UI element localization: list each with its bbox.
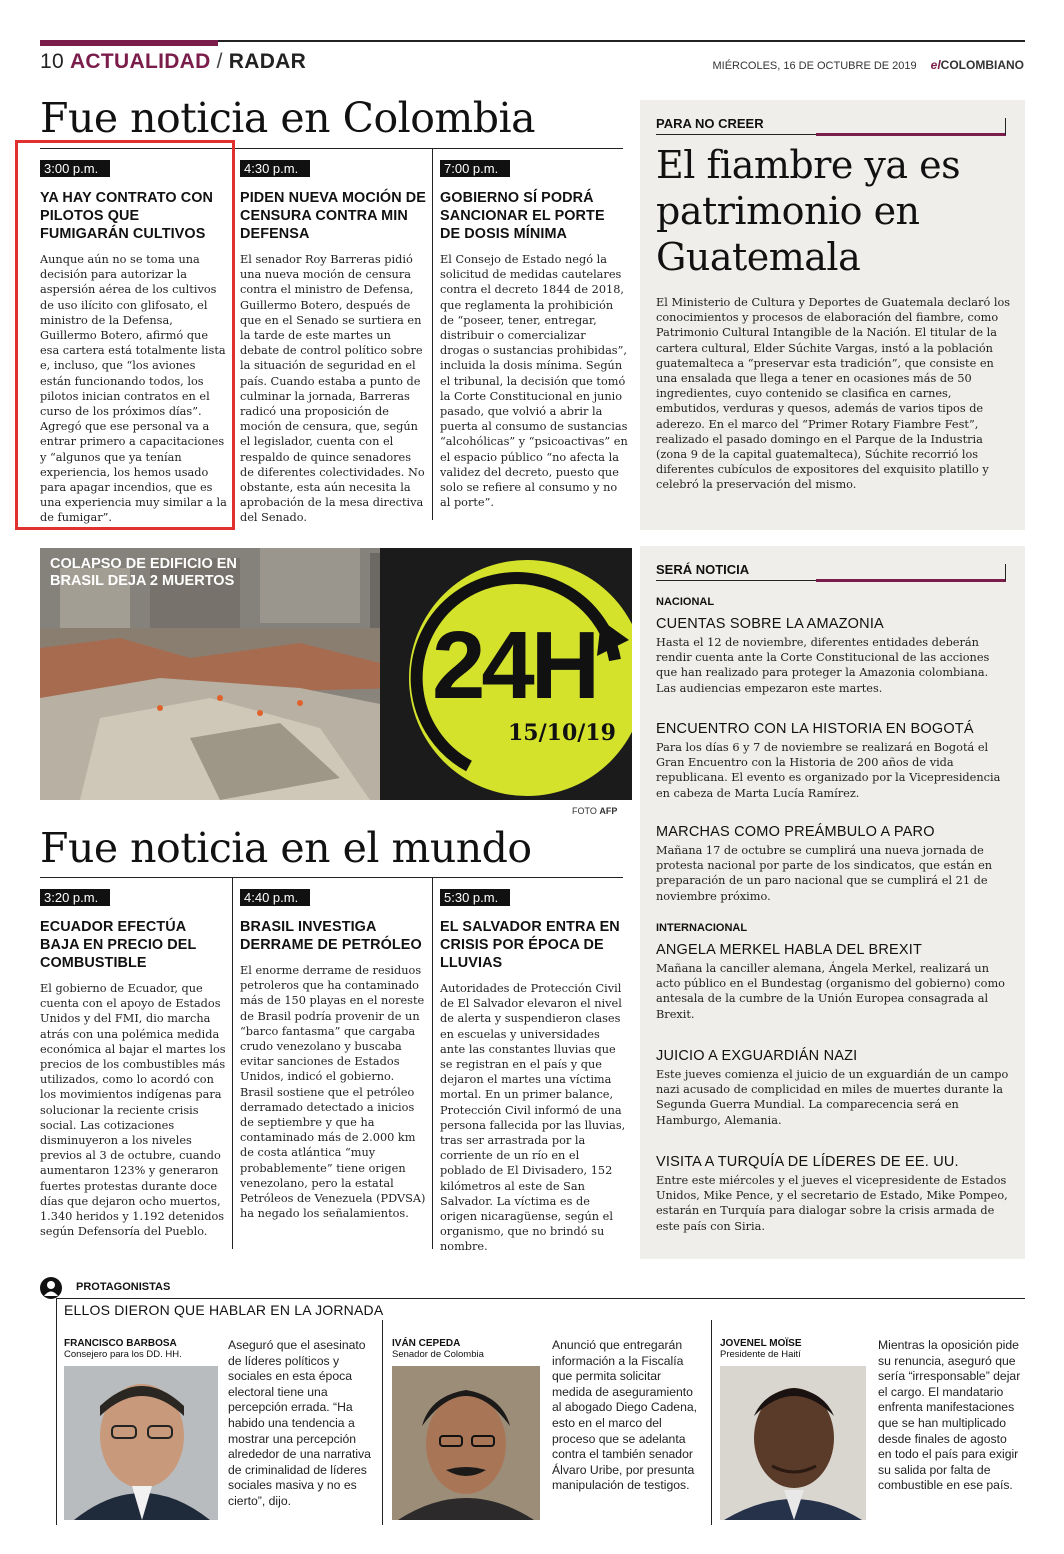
news-body: El gobierno de Ecuador, que cuenta con el apoyo de Estados Unidos y del FMI, dio marcha atrás con una polémica medida económica al bajar el martes los precios de los combustibles más utilizados, como lo acordó con los movimientos indígenas para solucionar la reciente crisis social. Las cotizaciones disminuyeron a los niveles previos al 3 de octubre, cuando aumentaron 123% y generaron fuertes protestas durante doce días que dejaron ocho muertos, 1.340 heridos y 1.192 detenidos según Defensoría del Pueblo. <box>40 982 226 1239</box>
time-badge: 5:30 p.m. <box>440 889 510 906</box>
protagonist-quote: Anunció que entregarán información a la Fiscalía que permita solicitar medida de aseguramiento al abogado Diego Cadena, esto en el marco del proceso que se adelanta contra el también senador Álvaro Uribe, por presunta manipulación de testigos. <box>552 1338 698 1493</box>
protagonistas-subtitle: ELLOS DIERON QUE HABLAR EN LA JORNADA <box>64 1302 384 1318</box>
protagonist-role: Consejero para los DD. HH. <box>64 1349 182 1360</box>
protagonistas-tick <box>56 1298 57 1320</box>
news-item-mundo-1 <box>40 887 228 1239</box>
news-headline: EL SALVADOR ENTRA EN CRISIS POR ÉPOCA DE LLUVIAS <box>440 919 620 971</box>
highlight-box <box>15 140 235 530</box>
page-number: 10 <box>40 50 64 73</box>
protagonist-3 <box>720 1338 880 1360</box>
photo-credit <box>572 806 617 816</box>
protagonist-name: IVÁN CEPEDA <box>392 1338 461 1349</box>
mundo-top-rule <box>40 877 623 878</box>
column-divider <box>711 1320 712 1525</box>
building-collapse-photo <box>40 548 632 800</box>
news-headline: ECUADOR EFECTÚA BAJA EN PRECIO DEL COMBUSTIBLE <box>40 919 197 971</box>
sera-noticia-headline: ENCUENTRO CON LA HISTORIA EN BOGOTÁ <box>656 721 974 737</box>
column-divider <box>232 877 233 1249</box>
protagonistas-kicker: PROTAGONISTAS <box>76 1281 171 1293</box>
mundo-section-title: Fue noticia en el mundo <box>40 824 532 872</box>
protagonist-name: JOVENEL MOÏSE <box>720 1338 802 1349</box>
subsection-name: RADAR <box>228 50 307 73</box>
kicker-accent <box>816 579 1006 582</box>
internacional-label: INTERNACIONAL <box>656 922 748 934</box>
brand-name: COLOMBIANO <box>940 58 1024 72</box>
protagonist-name: FRANCISCO BARBOSA <box>64 1338 177 1349</box>
sera-noticia-headline: CUENTAS SOBRE LA AMAZONIA <box>656 616 884 632</box>
kicker-accent <box>816 133 1006 136</box>
sera-noticia-headline: JUICIO A EXGUARDIÁN NAZI <box>656 1048 858 1064</box>
news-headline: YA HAY CONTRATO CON PILOTOS QUE FUMIGARÁN CULTIVOS <box>40 190 214 242</box>
sera-noticia-item <box>656 1154 1011 1234</box>
protagonist-photo <box>392 1366 540 1520</box>
para-no-creer-body: El Ministerio de Cultura y Deportes de Guatemala declaró los conocimientos y procesos de elaboración del fiambre, como Patrimonio Cultural Intangible de la Nación. El titular de la cartera cultural, Elder Súchite Vargas, instó a la población guatemalteca a “preservar esta tradición”, que consiste en una ensalada que llega a tener en ocasiones más de 50 ingredientes, cuyo contenido se clasifica en carnes, embutidos, verduras y quesos, además de varios tipos de aderezo. En el marco del “Primer Rotary Fiambre Fest”, realizado el pasado domingo en el Parque de la Industria (zona 9 de la capital guatemalteca), Súchite recorrió los diferentes cubículos de expositores del exquisito platillo y celebró la preservación del mismo. <box>656 296 1011 492</box>
protagonist-quote: Aseguró que el asesinato de líderes políticos y sociales en esta época electoral tiene una percepción errada. “Ha habido una tendencia a mostrar una percepción alrededor de una narrativa de criminalidad de líderes sociales masiva y no es cierto”, dijo. <box>228 1338 371 1508</box>
24h-badge-date: 15/10/19 <box>508 720 616 746</box>
protagonistas-rule <box>56 1298 1025 1299</box>
nacional-label: NACIONAL <box>656 596 715 608</box>
sera-noticia-item <box>656 942 1011 1022</box>
dateline <box>712 58 1024 72</box>
sera-noticia-body: Mañana 17 de octubre se cumplirá una nueva jornada de protesta nacional por parte de los sindicatos, que están en preparación de un paro nacional que se cumplirá el 21 de noviembre próximo. <box>656 844 993 903</box>
sera-noticia-body: Para los días 6 y 7 de noviembre se realizará en Bogotá el Gran Encuentro con la Historia de 200 años de vida republicana. El evento es organizado por la Vicepresidencia en cabeza de Marta Lucía Ramírez. <box>656 741 1001 800</box>
news-body: Aunque aún no se toma una decisión para autorizar la aspersión aérea de los cultivos de uso ilícito con glifosato, el ministro de la Defensa, Guillermo Botero, afirmó que esa cartera está totalmente lista e, incluso, que “los aviones están funcionando todos, los pilotos inician contratos en el curso de los próximos días”. Agregó que ese personal va a entrar primero a capacitaciones y “algunos que ya tenían experiencia, los hemos usado para apagar incendios, que es una experiencia muy similar a la de fumigar”. <box>40 253 227 525</box>
sera-noticia-body: Este jueves comienza el juicio de un exguardián de un campo nazi acusado de complicidad en miles de muertes durante la Segunda Guerra Mundial. La comparecencia será en Hamburgo, Alemania. <box>656 1068 1009 1127</box>
protagonist-role: Senador de Colombia <box>392 1349 484 1360</box>
time-badge: 3:00 p.m. <box>40 160 110 177</box>
sera-noticia-item <box>656 721 1011 801</box>
kicker-tick <box>1005 564 1006 581</box>
sera-noticia-kicker: SERÁ NOTICIA <box>656 562 750 577</box>
sera-noticia-body: Mañana la canciller alemana, Ángela Merkel, realizará un acto público en el Bundestag (organismo del gobierno) como antesala de la cumbre de la Unión Europea consagrada al Brexit. <box>656 962 1005 1021</box>
section-separator: / <box>216 50 223 73</box>
column-divider <box>56 1320 57 1525</box>
credit-agency: AFP <box>599 806 618 816</box>
sera-noticia-headline: ANGELA MERKEL HABLA DEL BREXIT <box>656 942 923 958</box>
para-no-creer-title: El fiambre ya es patrimonio en Guatemala <box>656 143 961 279</box>
sera-noticia-item <box>656 824 1011 904</box>
news-item-mundo-2 <box>240 887 428 1221</box>
time-badge: 4:30 p.m. <box>240 160 310 177</box>
protagonist-1 <box>64 1338 224 1360</box>
news-body: El senador Roy Barreras pidió una nueva moción de censura contra el ministro de Defensa, Guillermo Botero, después de que en el Senado se surtiera en la tarde de este martes un debate de control político sobre la situación de seguridad en el país. Cuando estaba a punto de culminar la jornada, Barreras radicó una proposición de moción de censura, que, según el legislador, cuenta con el respaldo de quince senadores de diferentes colectividades. No obstante, esta aún necesita la aprobación de la mesa directiva del Senado. <box>240 253 425 525</box>
news-item-colombia-2 <box>240 158 428 526</box>
time-badge: 3:20 p.m. <box>40 889 110 906</box>
24h-badge-text: 24H <box>432 612 597 719</box>
sera-noticia-headline: MARCHAS COMO PREÁMBULO A PARO <box>656 824 935 840</box>
column-divider <box>432 877 433 1249</box>
time-badge: 4:40 p.m. <box>240 889 310 906</box>
protagonist-photo <box>720 1366 866 1520</box>
protagonist-photo <box>64 1366 218 1520</box>
time-badge: 7:00 p.m. <box>440 160 510 177</box>
colombia-section-title: Fue noticia en Colombia <box>40 94 536 142</box>
sera-noticia-item <box>656 1048 1011 1128</box>
column-divider <box>382 1320 383 1525</box>
protagonist-quote: Mientras la oposición pide su renuncia, aseguró que sería “irresponsable” dejar el cargo. El mandatario enfrenta manifestaciones que se han multiplicado desde finales de agosto en todo el país para exigir su salida por falta de combustible en ese país. <box>878 1338 1021 1493</box>
news-item-colombia-3 <box>440 158 628 510</box>
protagonist-2 <box>392 1338 552 1360</box>
news-headline: BRASIL INVESTIGA DERRAME DE PETRÓLEO <box>240 919 422 953</box>
news-body: El enorme derrame de residuos petroleros que ha contaminado más de 150 playas en el noreste de Brasil podría provenir de un “barco fantasma” que cargaba crudo venezolano y buscaba evitar sanciones de Estados Unidos, indicó el gobierno. Brasil sostiene que el petróleo derramado detectado a inicios de septiembre y que ha contaminado más de 2.000 km de costa atlántica “muy probablemente” tiene origen venezolano, pero la estatal Petróleos de Venezuela (PDVSA) ha negado los señalamientos. <box>240 964 426 1221</box>
sera-noticia-body: Hasta el 12 de noviembre, diferentes entidades deberán rendir cuenta ante la Corte Constitucional de las acciones que han realizado para proteger la Amazonia colombiana. Las audiencias empezaron este martes. <box>656 636 990 695</box>
kicker-tick <box>1005 118 1006 135</box>
news-body: El Consejo de Estado negó la solicitud de medidas cautelares contra el decreto 1844 de 2018, que reglamenta la prohibición de “poseer, tener, entregar, distribuir o comercializar drogas o sustancias prohibidas”, incluida la dosis mínima. Según el tribunal, la decisión que tomó la Corte Constitucional en junio pasado, que volvió a abrir la puerta al consumo de sustancias “alcohólicas” y “psicoactivas” en el espacio público “no afecta la validez del decreto, puesto que solo se refiere al consumo y no al porte”. <box>440 253 628 510</box>
protagonist-role: Presidente de Haití <box>720 1349 801 1360</box>
news-headline: PIDEN NUEVA MOCIÓN DE CENSURA CONTRA MIN DEFENSA <box>240 190 426 242</box>
sera-noticia-headline: VISITA A TURQUÍA DE LÍDERES DE EE. UU. <box>656 1154 959 1170</box>
para-no-creer-kicker: PARA NO CREER <box>656 116 764 131</box>
para-no-creer-box <box>640 100 1025 530</box>
column-divider <box>432 148 433 520</box>
news-body: Autoridades de Protección Civil de El Salvador elevaron el nivel de alerta y suspendieron clases en escuelas y universidades ante las constantes lluvias que se registran en el país y que dejaron el martes una víctima mortal. En un primer balance, Protección Civil informó de una persona fallecida por las lluvias, tras ser arrastrada por la corriente de un río en el poblado de El Divisadero, 152 kilómetros al este de San Salvador. La víctima es de origen nicaragüense, según el organismo, que no brindó su nombre. <box>440 982 626 1254</box>
sera-noticia-item <box>656 616 1011 696</box>
sera-noticia-body: Entre este miércoles y el jueves el vicepresidente de Estados Unidos, Mike Pence, y el secretario de Estado, Mike Pompeo, estarán en Turquía para dialogar sobre la crisis armada de este país con Siria. <box>656 1174 1008 1233</box>
issue-date: MIÉRCOLES, 16 DE OCTUBRE DE 2019 <box>712 60 917 72</box>
news-headline: GOBIERNO SÍ PODRÁ SANCIONAR EL PORTE DE DOSIS MÍNIMA <box>440 190 605 242</box>
sera-noticia-box <box>640 546 1025 1259</box>
credit-prefix: FOTO <box>572 806 597 816</box>
section-accent-bar <box>40 40 218 46</box>
section-name: ACTUALIDAD <box>69 50 211 73</box>
brand-prefix: el <box>930 58 941 72</box>
news-item-mundo-3 <box>440 887 628 1255</box>
photo-caption: COLAPSO DE EDIFICIO EN BRASIL DEJA 2 MUERTOS <box>50 556 237 589</box>
page-header <box>40 50 306 74</box>
person-icon <box>40 1277 62 1299</box>
